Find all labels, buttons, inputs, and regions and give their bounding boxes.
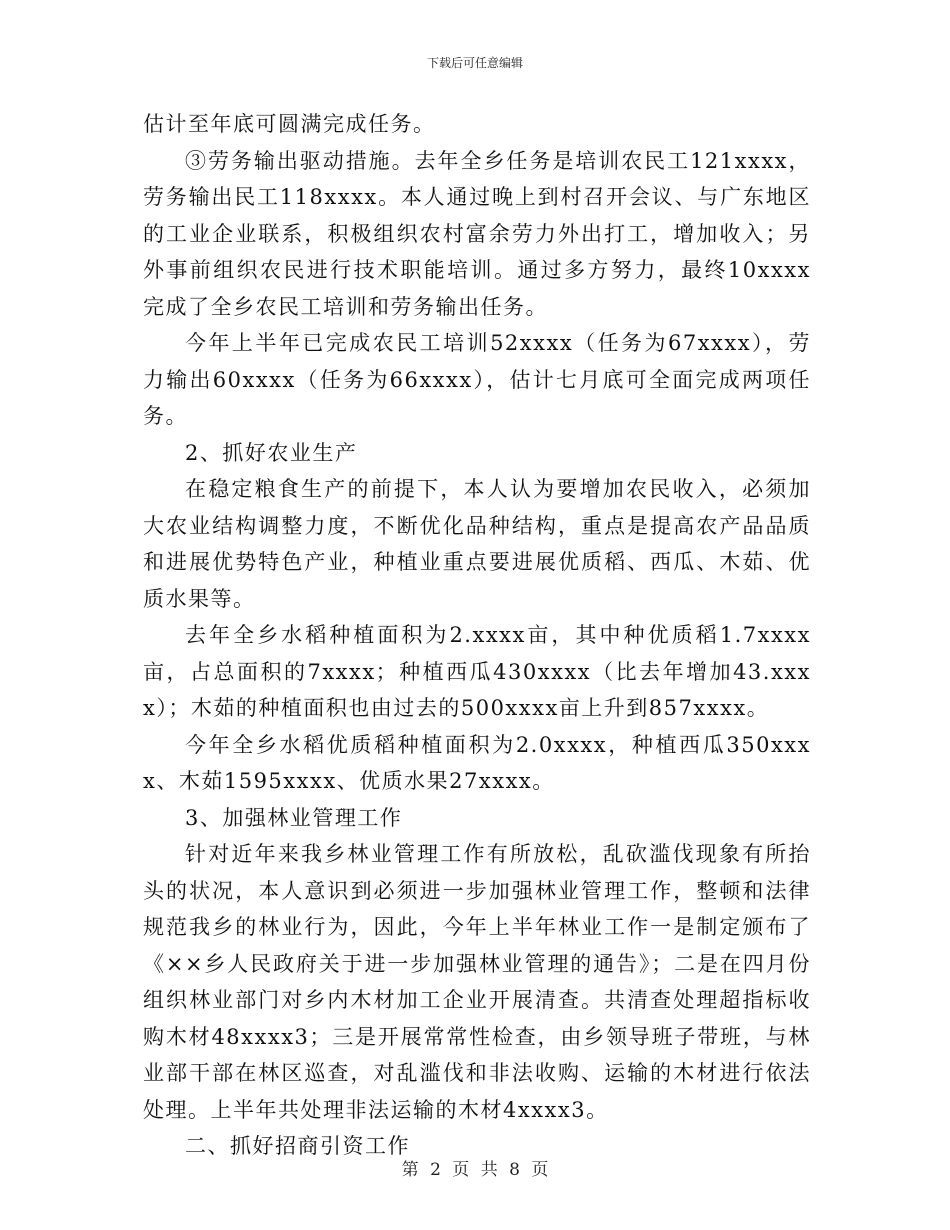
paragraph-agriculture-structure: 在稳定粮食生产的前提下，本人认为要增加农民收入，必须加大农业结构调整力度，不断优化品种结构，重点是提高农产品品质和进展优势特色产业，种植业重点要进展优质稻、西瓜、木茹、优质水果等。 bbox=[143, 477, 811, 611]
paragraph-labor-export: ③劳务输出驱动措施。去年全乡任务是培训农民工121xxxx，劳务输出民工118xxxx。本人通过晚上到村召开会议、与广东地区的工业企业联系，积极组织农村富余劳力外出打工，增加收入；另外事前组织农民进行技术职能培训。通过多方努力，最终10xxxx完成了全乡农民工培训和劳务输出任务。 bbox=[143, 148, 811, 319]
section-heading-agriculture: 2、抓好农业生产 bbox=[185, 440, 358, 465]
paragraph-continuation: 估计至年底可圆满完成任务。 bbox=[143, 112, 436, 136]
document-body bbox=[143, 106, 811, 1165]
paragraph-last-year-planting: 去年全乡水稻种植面积为2.xxxx亩，其中种优质稻1.7xxxx亩，占总面积的7xxxx；种植西瓜430xxxx（比去年增加43.xxxx）；木茹的种植面积也由过去的500xxxx亩上升到857xxxx。 bbox=[143, 623, 811, 720]
paragraph-forestry-management: 针对近年来我乡林业管理工作有所放松，乱砍滥伐现象有所抬头的状况，本人意识到必须进一步加强林业管理工作，整顿和法律规范我乡的林业行为，因此，今年上半年林业工作一是制定颁布了《××乡人民政府关于进一步加强林业管理的通告》；二是在四月份组织林业部门对乡内木材加工企业开展清查。共清查处理超指标收购木材48xxxx3；三是开展常常性检查，由乡领导班子带班，与林业部干部在林区巡查，对乱滥伐和非法收购、运输的木材进行依法处理。上半年共处理非法运输的木材4xxxx3。 bbox=[143, 842, 811, 1122]
page-header: 下载后可任意编辑 bbox=[426, 56, 523, 70]
paragraph-this-year-planting: 今年全乡水稻优质稻种植面积为2.0xxxx，种植西瓜350xxxx、木茹1595xxxx、优质水果27xxxx。 bbox=[143, 732, 811, 793]
section-heading-forestry: 3、加强林业管理工作 bbox=[185, 805, 403, 830]
page-number: 第 2 页 共 8 页 bbox=[401, 1160, 549, 1180]
section-heading-investment: 二、抓好招商引资工作 bbox=[185, 1134, 410, 1158]
paragraph-labor-progress: 今年上半年已完成农民工培训52xxxx（任务为67xxxx），劳力输出60xxxx（任务为66xxxx），估计七月底可全面完成两项任务。 bbox=[143, 331, 811, 428]
